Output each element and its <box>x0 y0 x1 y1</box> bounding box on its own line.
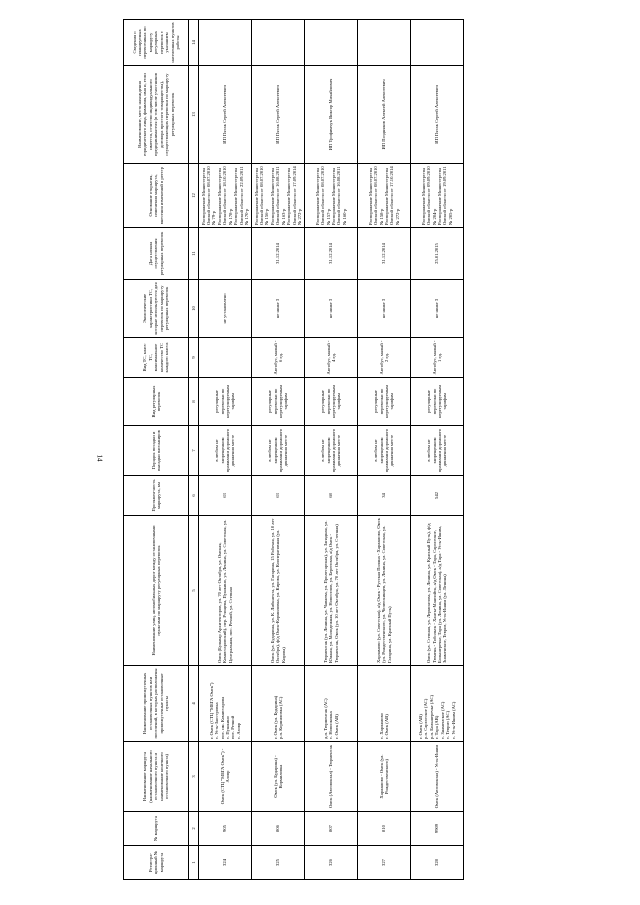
column-header: Экологические характеристики ТС, которые используются для перевозок по маршруту регулярных перевозок <box>124 280 189 338</box>
route-number: 905 <box>199 812 252 846</box>
route-name: Омск (Автовокзал) - Усть-Ишим <box>411 742 464 812</box>
boarding-order: в любом не запрещенном правилами дорожного движения месте <box>358 426 411 476</box>
column-number: 12 <box>189 164 199 228</box>
column-number: 5 <box>189 516 199 666</box>
column-number: 4 <box>189 666 199 742</box>
page-number: 14 <box>95 454 104 462</box>
column-header: № маршрута <box>124 812 189 846</box>
transport-type: регулярные перевозки по нерегулируемым тарифам <box>252 378 305 426</box>
planned-carriers <box>305 20 358 66</box>
intermediate-stops: д.п. Тюрментак (АС) с. Новооконка г. Омск (АВ) <box>305 666 358 742</box>
registration-number: 325 <box>252 846 305 880</box>
planned-carriers <box>411 20 464 66</box>
column-number: 10 <box>189 280 199 338</box>
streets: Омск (Бульвар Архитекторов, ул. 70 лет Октября, ул. Омская, Комиссаровский), пер. Ртищева, Пушкино, ул. Ленина, ул. Советская, ул. Центральная, пос. Речной, ул. Степная <box>199 516 252 666</box>
column-number-row <box>189 20 199 880</box>
intermediate-stops: г. Омск (АВ) р.п. Саргатское (АС) р.п. Большеречье (АС) г. Тара (АВ) с. Знаменское (АС) с. Тевриз (АС) с. Усть-Ишим (АС) <box>411 666 464 742</box>
carrier-name: ИП Трофимчук Виктор Михайлович <box>305 66 358 164</box>
eco-class: не ниже 3 <box>411 280 464 338</box>
column-header: Наименование улиц, автомобильных дорог между остановочными пунктами по маршруту регулярных перевозок <box>124 516 189 666</box>
start-date: 25.01.2015 <box>411 228 464 280</box>
column-number: 1 <box>189 846 199 880</box>
opening-basis: Распоряжение Министерства Омской области от 08.07.2010 № 158-р Распоряжение Министерства Омской области от 17.10.2014 № 272-р <box>358 164 411 228</box>
table-row <box>305 20 358 880</box>
column-number: 6 <box>189 476 199 516</box>
route-name: Омск (СТЦ "МЕГА Омск") - Азовр <box>199 742 252 812</box>
route-name: Харламово - Омск (ул. Рождественского) <box>358 742 411 812</box>
boarding-order: в любом не запрещенном правилами дорожного движения месте <box>252 426 305 476</box>
route-number: 810 <box>358 812 411 846</box>
route-number: 9909 <box>411 812 464 846</box>
route-length: 63 <box>252 476 305 516</box>
registration-number: 328 <box>411 846 464 880</box>
column-header: Протяжен-ность маршрута, км <box>124 476 189 516</box>
transport-type: регулярные перевозки по нерегулируемым тарифам <box>199 378 252 426</box>
column-number: 9 <box>189 338 199 378</box>
boarding-order: в любом не запрещенном правилами дорожного движения месте <box>199 426 252 476</box>
column-number: 7 <box>189 426 199 476</box>
column-header: Основание открытия, изменения маршрута, внесения изменений в реестр <box>124 164 189 228</box>
start-date: 31.12.2014 <box>252 228 305 280</box>
planned-carriers <box>199 20 252 66</box>
rotated-registry-table <box>123 20 464 880</box>
table-row <box>358 20 411 880</box>
eco-class: не ниже 3 <box>252 280 305 338</box>
header-row <box>124 20 189 880</box>
intermediate-stops: г. Омск (СТЦ "МЕГА Омск") с. Усть-Заостровка пос. им. Комиссарова с. Пушкино пос. Речной с. Азовр <box>199 666 252 742</box>
opening-basis: Распоряжение Министерства Омской области от 09.09.2010 № 204-р Распоряжение Министерства Омской области от 19.09.2011 № 205-р <box>411 164 464 228</box>
vehicle-class: Автобус, малый - 6 ед. <box>252 338 305 378</box>
planned-carriers <box>358 20 411 66</box>
eco-class: не установлено <box>199 280 252 338</box>
carrier-name: ИП Поздняков Алексей Алексеевич <box>358 66 411 164</box>
vehicle-class: Автобус, малый - 4 ед. <box>305 338 358 378</box>
streets: Омск (ул. Степная, ул. Лермонтова, ул. Ленина, ул. Красный Путь), ф/д Тюмень - Тобольск - Ханты-Мансийск, а/д Омск - Тара, Саргатское, Большеречье, Тара (ул. Ленина, ул. Советская), а/д Тара - Усть-Ишим, Знаменское, Тевриз, Усть-Ишим (ул. Ленина) <box>411 516 464 666</box>
intermediate-stops: г. Омск (ул. Бударина) р.п. Кормиловка (АС) <box>252 666 305 742</box>
column-header: Дата начала осуществления регулярных перевозок <box>124 228 189 280</box>
column-header: Вид ТС, класс ТС, максимальное количество ТС каждого класса <box>124 338 189 378</box>
route-length: 63 <box>199 476 252 516</box>
transport-type: регулярные перевозки по нерегулируемым тарифам <box>358 378 411 426</box>
streets: Харламово (ул. Советская), а/д Омск - Русская Поляна - Харламово, Омск (ул. Рождественского, ул. Челюскинцев, ул. Ленина, ул. Советская, ул. Гагарина, ул. Красный Путь) <box>358 516 411 666</box>
column-header: Наименование маршрута (наименование начального остановочного пункта и наименование конечного остановочного пункта) <box>124 742 189 812</box>
registration-number: 326 <box>305 846 358 880</box>
column-number: 14 <box>189 20 199 66</box>
route-length: 68 <box>305 476 358 516</box>
opening-basis: Распоряжение Министерства Омской области от 08.07.2010 № 79-р Распоряжение Министерства Омской области от 18.10.2010 № 178-р Распоряжение Министерства Омской области от 22.09.2011 № 170-р <box>199 164 252 228</box>
registration-number: 324 <box>199 846 252 880</box>
route-number: 806 <box>252 812 305 846</box>
boarding-order: в любом не запрещенном правилами дорожного движения месте <box>305 426 358 476</box>
routes-registry-table <box>123 19 464 880</box>
opening-basis: Распоряжение Министерства Омской области от 08.07.2010 № 156-р Распоряжение Министерства Омской области от 16.08.2011 № 163-р Распоряжение Министерства Омской области от 17.09.2014 № 272-р <box>252 164 305 228</box>
intermediate-stops: с. Харламово г. Омск (АВ) <box>358 666 411 742</box>
route-length: 542 <box>411 476 464 516</box>
column-header: Вид регулярных перевозок <box>124 378 189 426</box>
registration-number: 327 <box>358 846 411 880</box>
column-header: Наименование промежуточных остановочных пунктов или поселений, в которых расположены промежуточные остановочные пункты <box>124 666 189 742</box>
column-number: 11 <box>189 228 199 280</box>
eco-class: не ниже 3 <box>358 280 411 338</box>
carrier-name: ИП Пятак Сергей Алексеевич <box>411 66 464 164</box>
route-name: Омск (ул. Бударина) - Кормиловка <box>252 742 305 812</box>
start-date: 31.12.2014 <box>305 228 358 280</box>
streets: Тюрментак (ул. Ленина, ул. Чапаева, ул. Пролетарская), ул. Западная, ул. Южная, ул. Молодежная, ул. Новоселов, ул. Береговая, а/д Омск - Тюрментак, Омск (ул. 10 лет Октября, ул. 70 лет Октября, ул. Степная) <box>305 516 358 666</box>
transport-type: регулярные перевозки по нерегулируемым тарифам <box>411 378 464 426</box>
column-number: 13 <box>189 66 199 164</box>
column-number: 3 <box>189 742 199 812</box>
vehicle-class: Автобус, малый - 1 ед. <box>411 338 464 378</box>
route-length: 34 <box>358 476 411 516</box>
planned-carriers <box>252 20 305 66</box>
boarding-order: в любом не запрещенном правилами дорожного движения месте <box>411 426 464 476</box>
route-name: Омск (Автовокзал) - Тюрментак <box>305 742 358 812</box>
start-date: 31.12.2014 <box>358 228 411 280</box>
carrier-name: ИП Пятак Сергей Алексеевич <box>252 66 305 164</box>
table-row <box>252 20 305 880</box>
table-row <box>411 20 464 880</box>
vehicle-class: Автобус, малый - 2 ед. <box>358 338 411 378</box>
eco-class: не ниже 3 <box>305 280 358 338</box>
vehicle-class <box>199 338 252 378</box>
column-header: Регистра-ционный № маршрута <box>124 846 189 880</box>
carrier-name: ИП Пятак Сергей Алексеевич <box>199 66 252 164</box>
streets: Омск (ул. Бударина, ул. К. Либкнехта, ул. Гагарина, 15 Рабочая, ул. 10 лет Октября), ф/д Омск-Кормиловка, ул. Кирова, ул. Кооперативная (ул. Кирова) <box>252 516 305 666</box>
column-number: 8 <box>189 378 199 426</box>
route-number: 807 <box>305 812 358 846</box>
column-header: Сведения о планируемых перевозчиках по маршруту регулярных перевозок с указанием населенных пунктов работы <box>124 20 189 66</box>
table-row <box>199 20 252 880</box>
opening-basis: Распоряжение Министерства Омской области от 08.07.2010 № 157-р Распоряжение Министерства Омской области от 16.08.2011 № 160-р <box>305 164 358 228</box>
column-header: Наименование, место нахождения юридического лица, фамилия, имя и, если имеется, отчество индивидуального предпринимателя (в том числе участников договора простого товарищества), осуществляющих перевозки по маршруту регулярных перевозок <box>124 66 189 164</box>
transport-type: регулярные перевозки по нерегулируемым тарифам <box>305 378 358 426</box>
column-number: 2 <box>189 812 199 846</box>
column-header: Порядок посадки и высадки пассажиров <box>124 426 189 476</box>
start-date <box>199 228 252 280</box>
